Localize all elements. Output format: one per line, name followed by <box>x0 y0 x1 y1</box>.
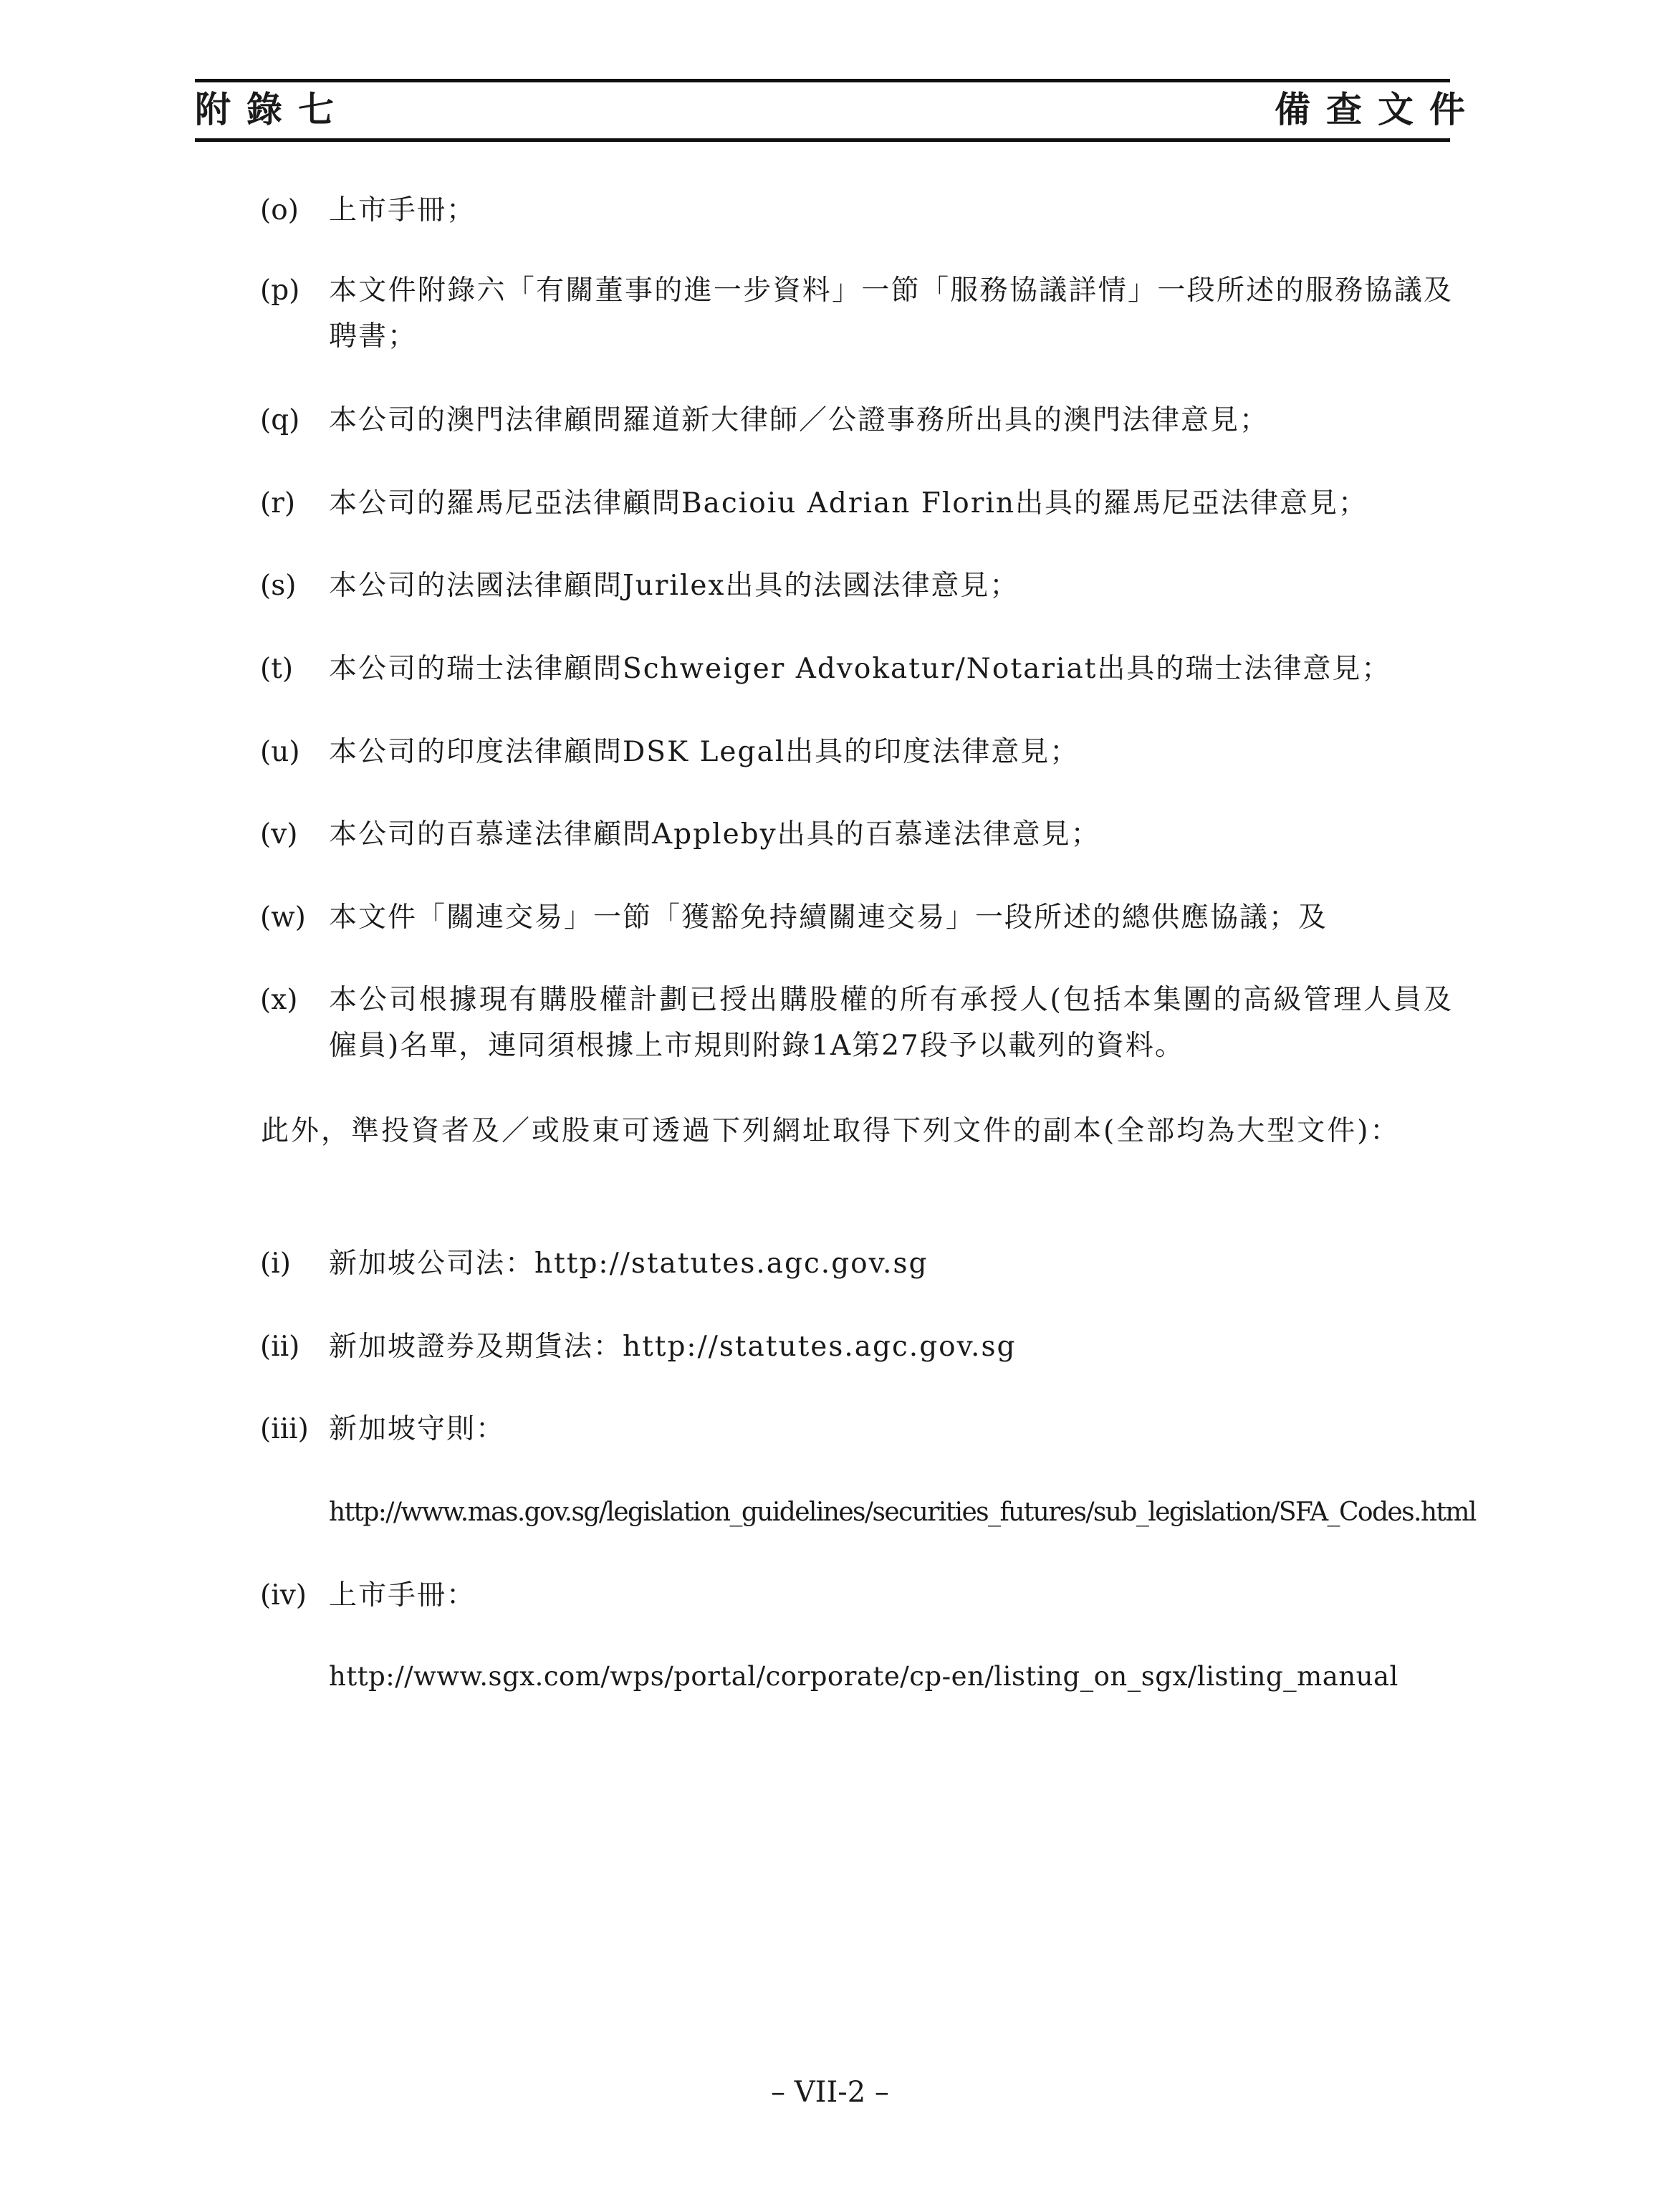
header-top-rule <box>195 79 1450 82</box>
list-item-o <box>260 188 1453 234</box>
list-item-text: 本文件附錄六「有關董事的進一步資料」一節「服務協議詳情」一段所述的服務協議及聘書； <box>329 274 1453 353</box>
list-item-text: 新加坡守則： <box>329 1413 506 1445</box>
list-item-text: 本文件「關連交易」一節「獲豁免持續關連交易」一段所述的總供應協議；及 <box>329 901 1328 934</box>
list-item-text: 上市手冊： <box>329 1579 476 1612</box>
list-item-ii <box>260 1324 1453 1370</box>
body-paragraph: 此外，準投資者及／或股東可透過下列網址取得下列文件的副本(全部均為大型文件)： <box>261 1115 1401 1147</box>
list-item-text: 本公司的百慕達法律顧問Appleby出具的百慕達法律意見； <box>329 818 1100 851</box>
list-item-t <box>260 646 1453 692</box>
list-item-label: (ii) <box>260 1331 300 1363</box>
list-item-p <box>260 268 1453 360</box>
list-item-label: (w) <box>260 901 306 934</box>
list-item-text: 本公司的法國法律顧問Jurilex出具的法國法律意見； <box>329 570 1019 602</box>
list-item-iii <box>260 1407 1453 1452</box>
list-item-label: (s) <box>260 570 297 602</box>
codes-url: http://www.mas.gov.sg/legislation_guidelines/securities_futures/sub_legislation/SFA_Codes.html <box>329 1498 1476 1527</box>
list-item-label: (p) <box>260 274 300 307</box>
list-item-s <box>260 563 1453 609</box>
header-bottom-rule <box>195 138 1450 142</box>
list-item-text: 本公司的羅馬尼亞法律顧問Bacioiu Adrian Florin出具的羅馬尼亞法律意見； <box>329 487 1368 520</box>
list-item-r <box>260 481 1453 527</box>
list-item-v <box>260 812 1453 858</box>
list-item-label: (q) <box>260 404 300 436</box>
list-item-text: 新加坡證券及期貨法：http://statutes.agc.gov.sg <box>329 1331 1017 1363</box>
list-item-text: 本公司根據現有購股權計劃已授出購股權的所有承授人(包括本集團的高級管理人員及僱員)名單，連同須根據上市規則附錄1A第27段予以載列的資料。 <box>329 984 1453 1062</box>
list-item-label: (i) <box>260 1248 291 1280</box>
list-item-i <box>260 1241 1453 1287</box>
list-item-x <box>260 977 1453 1069</box>
list-item-label: (iv) <box>260 1579 307 1612</box>
list-item-u <box>260 729 1453 775</box>
list-item-label: (r) <box>260 487 296 520</box>
list-item-label: (v) <box>260 818 298 851</box>
list-item-label: (iii) <box>260 1413 309 1445</box>
list-item-text: 本公司的印度法律顧問DSK Legal出具的印度法律意見； <box>329 736 1080 768</box>
list-item-label: (u) <box>260 736 300 768</box>
list-item-label: (t) <box>260 653 294 685</box>
listing-manual-url: http://www.sgx.com/wps/portal/corporate/cp-en/listing_on_sgx/listing_manual <box>329 1661 1398 1692</box>
list-item-text: 本公司的瑞士法律顧問Schweiger Advokatur/Notariat出具的瑞士法律意見； <box>329 653 1391 685</box>
list-item-label: (o) <box>260 194 299 226</box>
appendix-title: 附錄七 <box>195 88 350 130</box>
list-item-iv <box>260 1573 1453 1619</box>
section-title: 備查文件 <box>1275 88 1481 130</box>
list-item-q <box>260 398 1453 444</box>
list-item-label: (x) <box>260 984 298 1016</box>
list-item-text: 新加坡公司法：http://statutes.agc.gov.sg <box>329 1248 929 1280</box>
list-item-text: 上市手冊； <box>329 194 476 226</box>
list-item-text: 本公司的澳門法律顧問羅道新大律師／公證事務所出具的澳門法律意見； <box>329 404 1270 436</box>
list-item-w <box>260 895 1453 941</box>
page-number: – VII-2 – <box>771 2076 889 2109</box>
